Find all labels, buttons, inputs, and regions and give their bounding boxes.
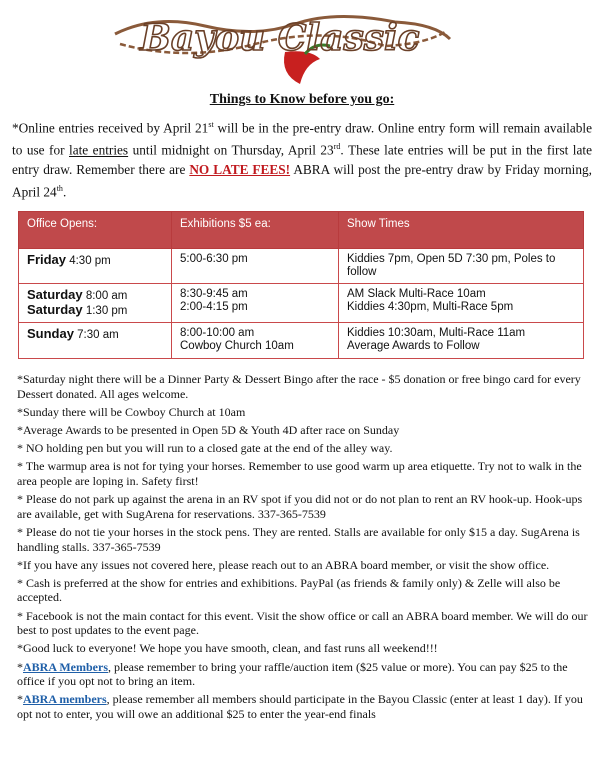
table-row: Friday 4:30 pm 5:00-6:30 pm Kiddies 7pm, Open 5D 7:30 pm, Poles to follow: [19, 249, 584, 284]
note-item: * Facebook is not the main contact for this event. Visit the show office or call an ABRA board member. We will do our best to post updates to the event page.: [17, 608, 588, 638]
note-item: *Sunday there will be Cowboy Church at 10am: [17, 404, 246, 419]
abra-members-link[interactable]: ABRA Members: [23, 659, 108, 674]
notes-list: [17, 372, 595, 725]
late-entries-text: late entries: [69, 142, 129, 158]
header-office-opens: Office Opens:: [19, 212, 172, 249]
header-exhibitions: Exhibitions $5 ea:: [172, 212, 339, 249]
note-item: *Saturday night there will be a Dinner Party & Dessert Bingo after the race - $5 donation or free bingo card for every Dessert donated. All ages welcome.: [17, 372, 581, 401]
header-show-times: Show Times: [339, 212, 584, 249]
schedule-table: [18, 211, 584, 359]
note-item: *If you have any issues not covered here, please reach out to an ABRA board member, or visit the show office.: [17, 557, 550, 572]
schedule-header-row: [19, 212, 584, 249]
note-item-members-raffle: *ABRA Members, please remember to bring your raffle/auction item ($25 value or more). You can pay $25 to the office if you opt not to bring an item.: [17, 659, 568, 689]
note-item: * Please do not tie your horses in the stock pens. They are rented. Stalls are available for only $15 a day. SugArena is handling stalls. 337-365-7539: [17, 524, 580, 554]
note-item: * The warmup area is not for tying your horses. Remember to use good warm up area etiquette. Try not to walk in the area people are loping in. Safety first!: [17, 459, 582, 488]
note-item: *Good luck to everyone! We hope you have smooth, clean, and fast runs all weekend!!!: [17, 641, 438, 656]
intro-paragraph: *Online entries received by April 21st will be in the pre-entry draw. Online entry form will remain available to use for late entries until midnight on Thursday, April 23rd. These late entries will be put in the first late entry draw. Remember there are NO LATE FEES! ABRA will post the pre-entry draw by Friday morning, April 24th.: [12, 120, 593, 200]
note-item-members-participate: *ABRA members, please remember all members should participate in the Bayou Classic (enter at least 1 day). If you opt not to enter, you will owe an additional $25 to enter the year-end finals: [17, 692, 583, 721]
table-row: Sunday 7:30 am 8:00-10:00 am Cowboy Church 10am Kiddies 10:30am, Multi-Race 11am Average Awards to Follow: [19, 323, 584, 359]
note-item: *Average Awards to be presented in Open 5D & Youth 4D after race on Sunday: [17, 422, 400, 437]
bayou-classic-logo: [95, 4, 465, 86]
no-late-fees-text: NO LATE FEES!: [189, 161, 291, 177]
note-item: * NO holding pen but you will run to a closed gate at the end of the alley way.: [17, 441, 393, 456]
page-heading: Things to Know before you go:: [209, 92, 395, 107]
svg-text:Bayou Classic: Bayou Classic: [140, 17, 420, 59]
abra-members-link-2[interactable]: ABRA members: [23, 692, 107, 707]
table-row: Saturday 8:00 am Saturday 1:30 pm 8:30-9:45 am 2:00-4:15 pm AM Slack Multi-Race 10am Kiddies 4:30pm, Multi-Race 5pm: [19, 284, 584, 323]
note-item: * Please do not park up against the arena in an RV spot if you did not or do not plan to rent an RV hook-up. Hook-ups are available, get with SugArena for reservations. 337-365-7539: [17, 492, 583, 521]
note-item: * Cash is preferred at the show for entries and exhibitions. PayPal (as friends & family only) & Zelle will also be accepted.: [17, 575, 561, 605]
